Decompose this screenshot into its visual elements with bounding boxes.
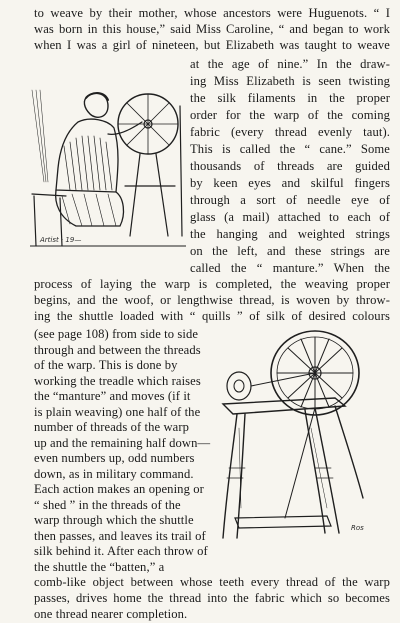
text-line: (see page 108) from side to side [34,327,199,341]
text-line: even numbers up, odd numbers [34,451,195,465]
text-line: when I was a girl of nineteen, but Elizabeth was taught to weave [34,38,390,52]
text-line: “ shed ” in the threads of the [34,497,181,512]
spinning-wheel-drawing [215,328,375,548]
text-line: through and between the threads [34,342,201,357]
text-line: Each action makes an opening or [34,482,204,496]
text-line: This is called the “ cane.” Some [190,142,390,156]
artist-signature: Ros [351,524,364,532]
text-line: is plain weaving) one half of the [34,404,201,419]
text-line: then passes, and leaves its trail of [34,528,206,543]
text-line: one thread nearer completion. [34,607,188,621]
text-line: by keen eyes and skilful fingers [190,176,390,190]
text-line: the shuttle the “batten,” a [34,559,165,574]
text-line: glass (a mail) attached to each of [190,210,390,224]
text-line: the “manture” and moves (if it [34,389,191,403]
text-line: process of laying the warp is completed, the weaving proper [34,277,390,291]
spinning-wheel-illustration [215,328,375,548]
text-line: called the “ manture.” When the [190,261,390,275]
text-line: of the warp. This is done by [34,358,178,372]
text-line: fabric (every thread evenly taut). [190,125,390,139]
text-line: comb-like object between whose teeth every thread of the warp [34,575,390,589]
text-line: passes, drives home the thread into the fabric which so becomes [34,591,390,605]
artist-signature: Artist · 19— [40,236,82,244]
text-line: at the age of nine.” In the draw- [190,57,390,71]
text-line: through a sort of needle eye of [190,193,390,207]
woman-spinning-drawing [30,86,186,251]
text-line: the silk filaments in the proper [190,91,390,105]
text-line: was born in this house,” said Miss Caroline, “ and began to work [34,22,390,36]
text-line: number of threads of the warp [34,420,190,434]
text-line: down, as in military command. [34,466,194,481]
text-line: the hanging and weighted strings [190,227,390,241]
text-line: working the treadle which raises [34,373,201,388]
text-line: thousands of threads are guided [190,159,390,173]
text-line: begins, and the woof, or lengthwise thread, is woven by throw- [34,293,390,307]
text-line: on the left, and these strings are [190,244,390,258]
text-line: silk behind it. After each throw of [34,544,208,558]
text-line: to weave by their mother, whose ancestors were Huguenots. “ I [34,6,390,20]
text-line: up and the remaining half down— [34,435,211,450]
text-line: ing the shuttle loaded with “ quills ” of silk of desired colours [34,309,390,323]
text-line: order for the warp of the coming [190,108,390,122]
text-line: warp through which the shuttle [34,513,194,527]
woman-spinning-illustration [30,86,186,251]
text-line: ing Miss Elizabeth is seen twisting [190,74,390,88]
